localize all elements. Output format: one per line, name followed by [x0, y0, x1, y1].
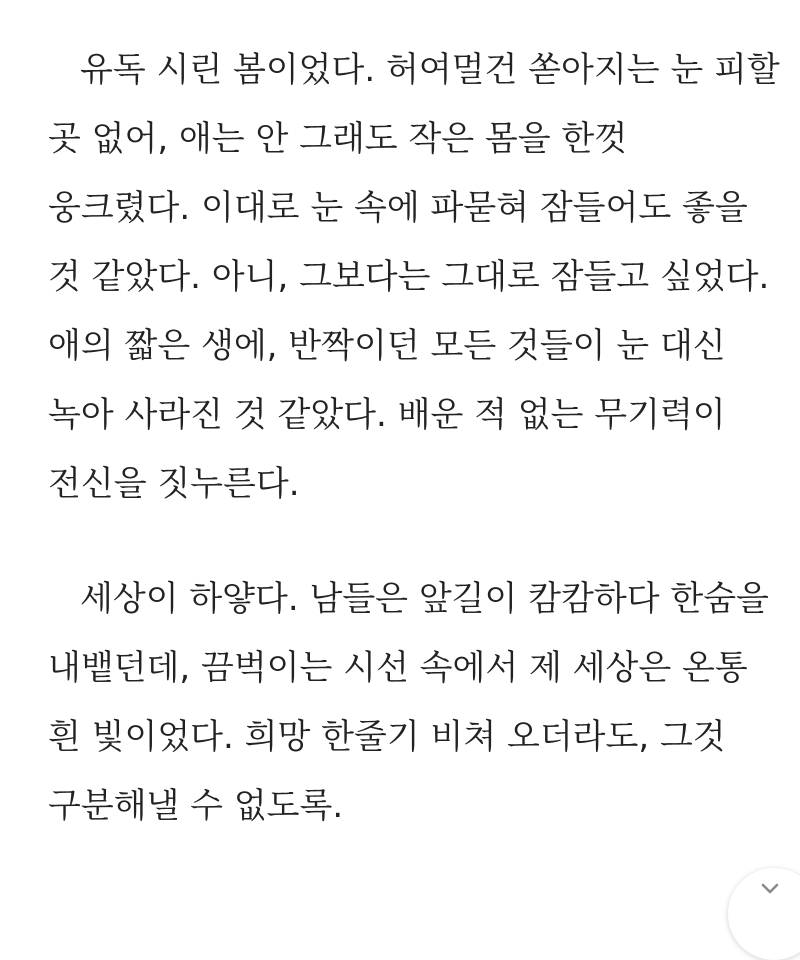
text-line: 내뱉던데, 끔벅이는 시선 속에서 제 세상은 온통: [48, 648, 748, 688]
text-line: 애의 짧은 생에, 반짝이던 모든 것들이 눈 대신: [48, 326, 726, 366]
paragraph-2: [48, 569, 769, 845]
text-line: 곳 없어, 애는 안 그래도 작은 몸을 한껏: [48, 119, 628, 159]
text-line: 녹아 사라진 것 같았다. 배운 적 없는 무기력이: [48, 395, 726, 435]
text-line: 흰 빛이었다. 희망 한줄기 비쳐 오더라도, 그것: [48, 717, 726, 757]
text-line: 세상이 하얗다. 남들은 앞길이 캄캄하다 한숨을: [80, 579, 769, 619]
paragraph-1: [48, 40, 780, 523]
paragraph-gap: [48, 523, 752, 569]
text-line: 것 같았다. 아니, 그보다는 그대로 잠들고 싶었다.: [48, 257, 770, 297]
text-line: 구분해낼 수 없도록.: [48, 786, 344, 826]
text-line: 웅크렸다. 이대로 눈 속에 파묻혀 잠들어도 좋을: [48, 188, 748, 228]
text-line: 유독 시린 봄이었다. 허여멀건 쏟아지는 눈 피할: [80, 50, 780, 90]
text-line: 전신을 짓누른다.: [48, 464, 300, 504]
chevron-down-icon: [760, 882, 780, 896]
